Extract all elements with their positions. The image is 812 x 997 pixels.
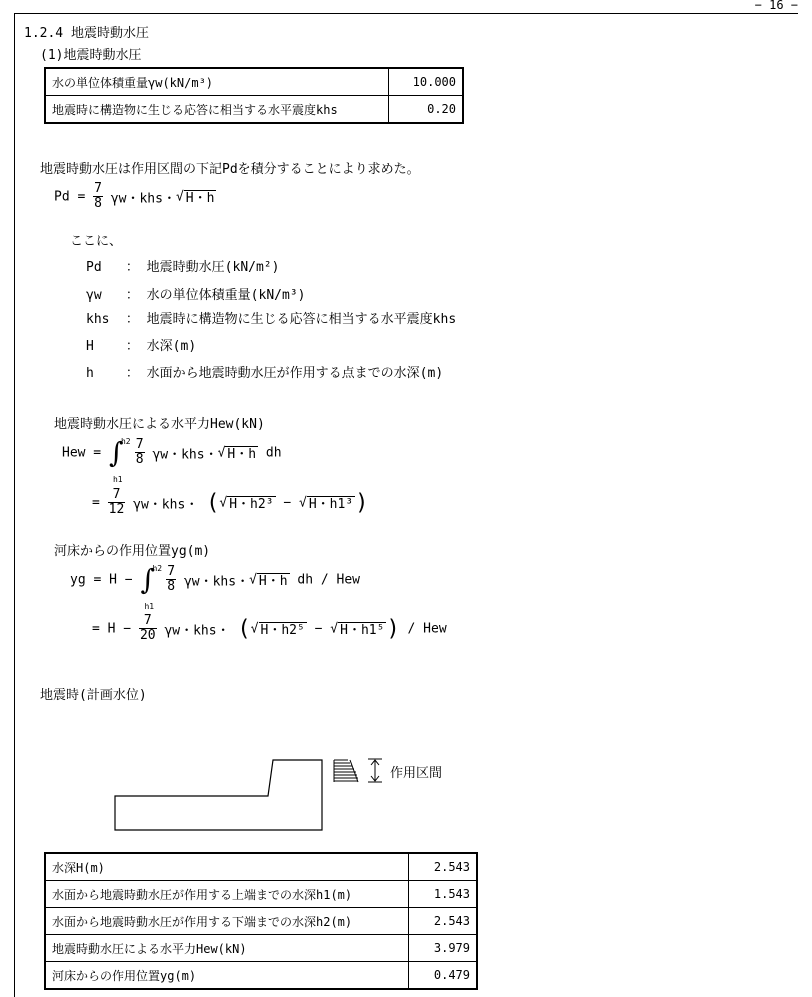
table-row — [46, 69, 463, 96]
fraction — [93, 182, 103, 212]
denominator: 8 — [135, 452, 144, 468]
result-value: 3.979 — [409, 935, 477, 962]
formula-term: γw・khs・ — [110, 191, 176, 207]
definition-desc: 水の単位体積重量(kN/m³) — [146, 288, 306, 303]
result-label: 地震時動水圧による水平力Hew(kN) — [46, 935, 409, 962]
section-subheading: (1)地震時動水圧 — [40, 48, 142, 63]
result-label: 水面から地震時動水圧が作用する上端までの水深h1(m) — [46, 881, 409, 908]
result-label: 水面から地震時動水圧が作用する下端までの水深h2(m) — [46, 908, 409, 935]
fraction — [139, 614, 157, 644]
intro-text: 地震時動水圧は作用区間の下記Pdを積分することにより求めた。 — [40, 162, 420, 177]
lower-limit: h1 — [112, 474, 123, 484]
integral-sign: ∫ h2 h1 — [140, 562, 163, 611]
formula-eq: = — [92, 495, 100, 511]
result-value: 0.479 — [409, 962, 477, 989]
result-label: 水深H(m) — [46, 854, 409, 881]
formula-term: dh / Hew — [297, 572, 361, 588]
table-row — [46, 881, 477, 908]
definition-item — [86, 284, 305, 303]
structure-outline — [115, 760, 322, 830]
denominator: 12 — [108, 502, 125, 518]
definition-item — [86, 308, 456, 327]
upper-limit: h2 — [152, 563, 163, 573]
definition-sep: ： — [125, 288, 139, 303]
formula-lhs: = H − — [92, 621, 132, 637]
param-value: 0.20 — [389, 96, 463, 123]
condition-label: 地震時(計画水位) — [40, 688, 147, 703]
sqrt-term: H・h — [185, 191, 215, 207]
formula-lhs: Pd = — [54, 189, 86, 205]
definition-sep: ： — [125, 312, 139, 327]
definition-symbol: γw — [86, 288, 102, 303]
formula-term: dh — [265, 445, 282, 461]
definition-sep: ： — [125, 366, 139, 381]
definition-desc: 地震時動水圧(kN/m²) — [146, 260, 280, 275]
result-value: 2.543 — [409, 908, 477, 935]
hew-formula-line1: Hew = ∫ h2 h1 $\frac{7}{8}$ γw・khs・√ H・h dh — [62, 435, 282, 484]
denominator: 8 — [167, 579, 176, 595]
formula-term: γw・khs・ — [133, 497, 199, 513]
definition-desc: 地震時に構造物に生じる応答に相当する水平震度khs — [146, 312, 457, 327]
formula-term: γw・khs・ — [152, 447, 218, 463]
result-value: 1.543 — [409, 881, 477, 908]
table-row — [46, 962, 477, 989]
param-label: 地震時に構造物に生じる応答に相当する水平震度khs — [46, 96, 389, 123]
param-value: 10.000 — [389, 69, 463, 96]
sqrt-term: H・h1⁵ — [340, 623, 385, 639]
fraction — [135, 438, 145, 468]
formula-op: − — [314, 621, 323, 637]
definition-item — [86, 362, 443, 381]
definition-desc: 水面から地震時動水圧が作用する点までの水深(m) — [146, 366, 444, 381]
result-value: 2.543 — [409, 854, 477, 881]
upper-limit: h2 — [120, 436, 131, 446]
formula-term: / Hew — [407, 621, 447, 637]
formula-lhs: Hew = — [62, 445, 102, 461]
numerator: 7 — [135, 437, 144, 452]
definition-desc: 水深(m) — [146, 339, 197, 354]
table-row — [46, 935, 477, 962]
params-table — [45, 68, 463, 123]
definition-symbol: H — [86, 339, 94, 354]
numerator: 7 — [167, 564, 176, 579]
pressure-hatch-icon — [334, 760, 358, 782]
formula-pd: Pd = $\frac{7}{8}$ γw・khs・√ H・h — [54, 181, 215, 212]
formula-op: − — [283, 495, 292, 511]
integral-sign: ∫ h2 h1 — [108, 435, 131, 484]
lower-limit: h1 — [144, 601, 155, 611]
formula-lhs: yg = H − — [70, 572, 133, 588]
denominator: 8 — [94, 196, 102, 212]
sqrt-term: H・h2⁵ — [260, 623, 305, 639]
numerator: 7 — [94, 181, 102, 196]
table-row — [46, 96, 463, 123]
numerator: 7 — [139, 614, 157, 629]
definition-symbol: Pd — [86, 260, 102, 275]
results-table — [45, 853, 477, 989]
sqrt-term: H・h1³ — [308, 497, 354, 513]
section-heading: 1.2.4 地震時動水圧 — [24, 26, 149, 41]
page-number: − 16 − — [754, 0, 798, 12]
definition-sep: ： — [125, 260, 139, 275]
where-label: ここに、 — [70, 234, 123, 249]
sqrt-term: H・h — [227, 447, 257, 463]
definition-symbol: h — [86, 366, 94, 381]
definition-item — [86, 256, 279, 275]
sqrt-term: H・h2³ — [229, 497, 274, 513]
formula-term: γw・khs・ — [164, 623, 230, 639]
numerator: 7 — [108, 488, 126, 503]
denominator: 20 — [139, 628, 156, 644]
fraction — [166, 565, 176, 595]
table-row — [46, 854, 477, 881]
definition-symbol: khs — [86, 312, 110, 327]
fraction — [108, 488, 126, 518]
yg-heading: 河床からの作用位置yg(m) — [54, 544, 211, 559]
hew-formula-line2: = $\frac{7}{12}$ γw・khs・ (√ H・h2³ − √ H・h1³) — [92, 487, 369, 518]
result-label: 河床からの作用位置yg(m) — [46, 962, 409, 989]
param-label: 水の単位体積重量γw(kN/m³) — [46, 69, 389, 96]
yg-formula-line1: yg = H − ∫ h2 h1 $\frac{7}{8}$ γw・khs・√ H・h dh / Hew — [70, 562, 361, 611]
sqrt-term: H・h — [258, 574, 288, 590]
yg-formula-line2: = H − $\frac{7}{20}$ γw・khs・ (√ H・h2⁵ − √ H・h1⁵) / Hew — [92, 613, 447, 644]
hew-heading: 地震時動水圧による水平力Hew(kN) — [54, 417, 265, 432]
range-arrow-icon — [368, 759, 382, 782]
formula-term: γw・khs・ — [183, 574, 250, 590]
definition-sep: ： — [125, 339, 139, 354]
diagram-label: 作用区間 — [390, 766, 443, 781]
definition-item — [86, 335, 196, 354]
table-row — [46, 908, 477, 935]
